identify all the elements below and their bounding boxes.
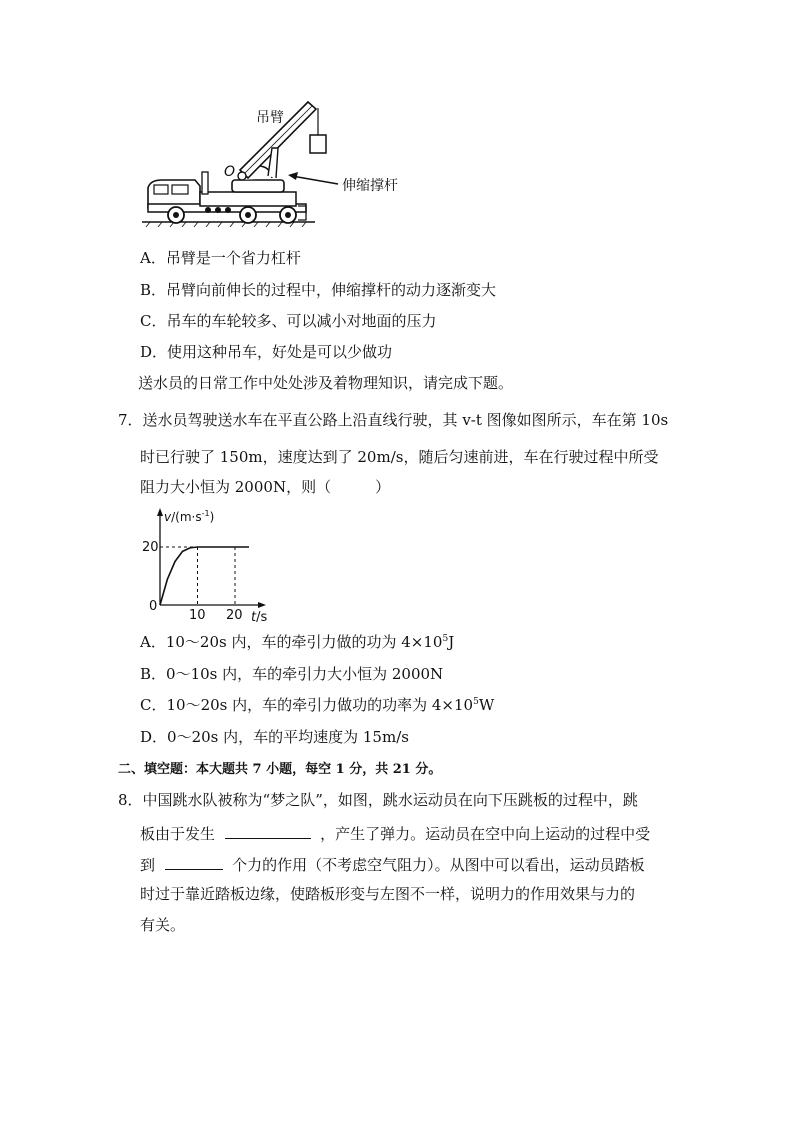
truck-body — [200, 192, 296, 206]
q7-option-a: A．10～20s 内，车的牵引力做的功为 $4\times 10^5J$ — [140, 633, 455, 651]
body-dot — [225, 207, 231, 213]
blank-2[interactable] — [165, 853, 223, 870]
q7-option-b: B．0～10s 内，车的牵引力大小恒为 2000N — [140, 665, 444, 683]
q6-option-b: B．吊臂向前伸长的过程中，伸缩撑杆的动力逐渐变大 — [140, 281, 497, 299]
q7-stem-line-3 — [140, 477, 390, 497]
x-tick-label: 20 — [226, 608, 243, 623]
y-axis-label: $v/(m\cdot s^{-1})$ — [164, 509, 215, 524]
q6-option-a: A．吊臂是一个省力杠杆 — [140, 249, 301, 267]
q6-option-c: C．吊车的车轮较多、可以减小对地面的压力 — [140, 312, 437, 330]
crane-figure — [140, 100, 400, 230]
q8-line-3: 到 个力的作用（不考虑空气阻力）。从图中可以看出，运动员踏板 — [140, 853, 645, 875]
vt-graph — [130, 505, 280, 625]
q8-line-5: 有关。 — [140, 916, 186, 934]
x-tick-label: 10 — [189, 608, 206, 623]
body-dot — [215, 207, 221, 213]
label-pivot: O — [224, 164, 236, 180]
q7-paren-close: ） — [375, 478, 391, 496]
cab-window-2 — [172, 185, 188, 194]
q8-line-4: 时过于靠近踏板边缘，使踏板形变与左图不一样，说明力的作用效果与力的 — [140, 885, 636, 903]
q7-option-c: C．10～20s 内，车的牵引力做功的功率为 $4\times 10^5W$ — [140, 696, 495, 714]
x-axis-arrow — [258, 602, 266, 608]
body-dot — [205, 207, 211, 213]
section-heading: 二、填空题：本大题共 7 小题，每空 1 分，共 21 分。 — [118, 762, 442, 777]
load-block — [310, 135, 326, 153]
turntable — [232, 180, 284, 192]
label-strut: 伸缩撑杆 — [342, 178, 398, 194]
intro-text: 送水员的日常工作中处处涉及着物理知识，请完成下题。 — [138, 374, 514, 392]
q6-option-d: D．使用这种吊车，好处是可以少做功 — [140, 343, 393, 361]
blank-1[interactable] — [225, 822, 311, 839]
cab-window — [154, 185, 168, 194]
q8-line-1: 8．中国跳水队被称为“梦之队”，如图，跳水运动员在向下压跳板的过程中，跳 — [118, 791, 638, 809]
q7-stem-line-1: 7．送水员驾驶送水车在平直公路上沿直线行驶，其 v-t 图像如图所示，车在第 10s — [118, 411, 669, 429]
x-axis-label: t/s — [251, 610, 268, 625]
pivot-point — [238, 172, 246, 180]
velocity-curve — [160, 547, 249, 605]
y-tick-label: 20 — [142, 540, 159, 555]
label-arm: 吊臂 — [256, 110, 284, 126]
q7-stem-text: 阻力大小恒为 2000N，则（ — [140, 478, 332, 496]
q8-line-2: 板由于发生 ，产生了弹力。运动员在空中向上运动的过程中受 — [140, 822, 650, 844]
strut-pointer-arrow — [292, 176, 338, 184]
q7-option-d: D．0～20s 内，车的平均速度为 15m/s — [140, 728, 409, 746]
q7-stem-line-2: 时已行驶了 150m，速度达到了 20m/s，随后匀速前进，车在行驶过程中所受 — [140, 448, 659, 466]
truck-post — [202, 172, 208, 194]
y-axis-arrow — [157, 508, 163, 516]
origin-label: 0 — [149, 599, 158, 614]
